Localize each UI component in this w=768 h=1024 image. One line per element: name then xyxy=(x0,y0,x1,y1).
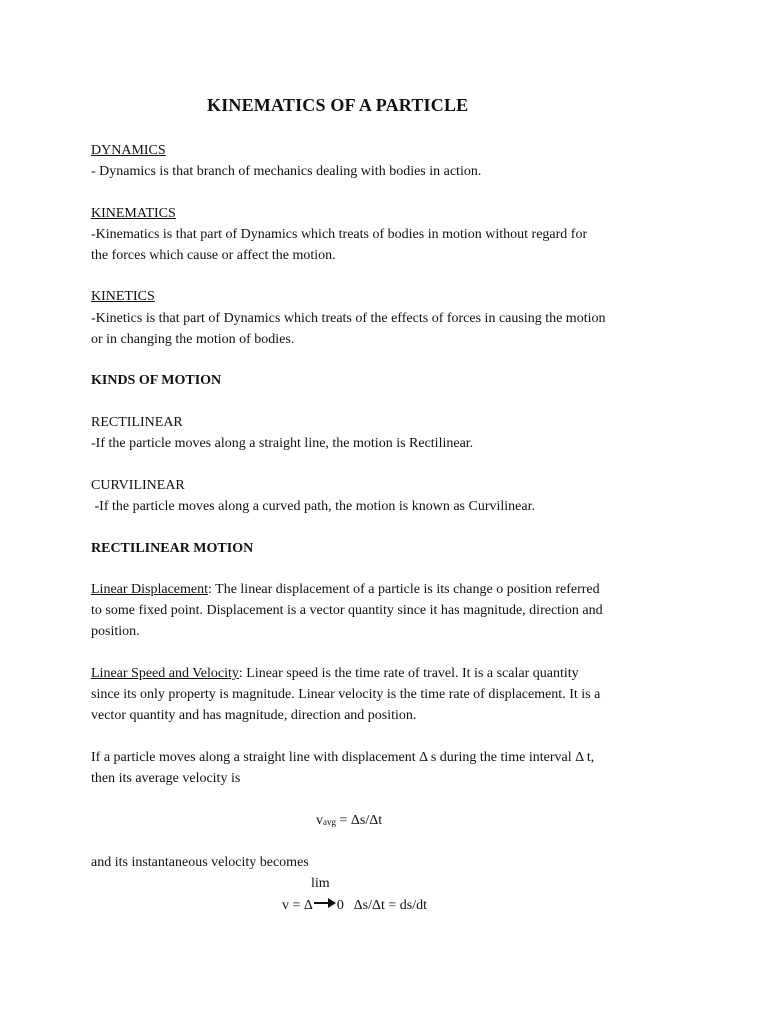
displacement-line-2: to some fixed point. Displacement is a vector quantity since it has magnitude, direction and xyxy=(91,603,603,618)
rectilinear-heading: RECTILINEAR xyxy=(91,415,183,430)
formula-v: v xyxy=(316,813,323,828)
instantaneous-velocity-text: and its instantaneous velocity becomes xyxy=(91,855,309,870)
rectilinear-text: -If the particle moves along a straight line, the motion is Rectilinear. xyxy=(91,436,474,451)
displacement-line-1 xyxy=(91,582,600,598)
page-title: KINEMATICS OF A PARTICLE xyxy=(207,95,469,115)
displacement-term: Linear Displacement xyxy=(91,582,209,597)
formula-avg-rest: = Δs/Δt xyxy=(336,813,383,828)
velocity-definition: : Linear speed is the time rate of travel. It is a scalar quantity xyxy=(238,666,579,681)
velocity-line-2: since its only property is magnitude. Linear velocity is the time rate of displacement. It is a xyxy=(91,687,601,702)
instantaneous-velocity-formula xyxy=(282,898,427,914)
limit-label: lim xyxy=(311,876,330,891)
displacement-definition: : The linear displacement of a particle is its change o position referred xyxy=(208,582,600,597)
kinetics-heading: KINETICS xyxy=(91,289,155,304)
kinematics-text-line-2: the forces which cause or affect the motion. xyxy=(91,248,336,263)
kinematics-text-line-1: -Kinematics is that part of Dynamics which treats of bodies in motion without regard for xyxy=(91,227,588,242)
rectilinear-motion-heading: RECTILINEAR MOTION xyxy=(91,541,254,556)
kinetics-text-line-2: or in changing the motion of bodies. xyxy=(91,332,295,347)
velocity-term: Linear Speed and Velocity xyxy=(91,666,239,681)
formula-inst-left: v = Δ xyxy=(282,898,313,913)
formula-avg-subscript: avg xyxy=(323,817,336,827)
velocity-line-1 xyxy=(91,666,579,682)
velocity-line-3: vector quantity and has magnitude, direction and position. xyxy=(91,708,417,723)
right-arrow-icon xyxy=(314,898,336,908)
average-velocity-line-1: If a particle moves along a straight line with displacement Δ s during the time interval Δ t, xyxy=(91,750,595,765)
displacement-line-3: position. xyxy=(91,624,140,639)
kinematics-heading: KINEMATICS xyxy=(91,206,176,221)
curvilinear-text: -If the particle moves along a curved path, the motion is known as Curvilinear. xyxy=(91,499,535,514)
formula-inst-right: 0 Δs/Δt = ds/dt xyxy=(336,898,427,913)
average-velocity-line-2: then its average velocity is xyxy=(91,771,241,786)
dynamics-heading: DYNAMICS xyxy=(91,143,166,158)
kinetics-text-line-1: -Kinetics is that part of Dynamics which treats of the effects of forces in causing the motion xyxy=(91,311,606,326)
average-velocity-formula xyxy=(316,813,382,830)
curvilinear-heading: CURVILINEAR xyxy=(91,478,185,493)
dynamics-text: - Dynamics is that branch of mechanics dealing with bodies in action. xyxy=(91,164,482,179)
kinds-of-motion-heading: KINDS OF MOTION xyxy=(91,373,222,388)
